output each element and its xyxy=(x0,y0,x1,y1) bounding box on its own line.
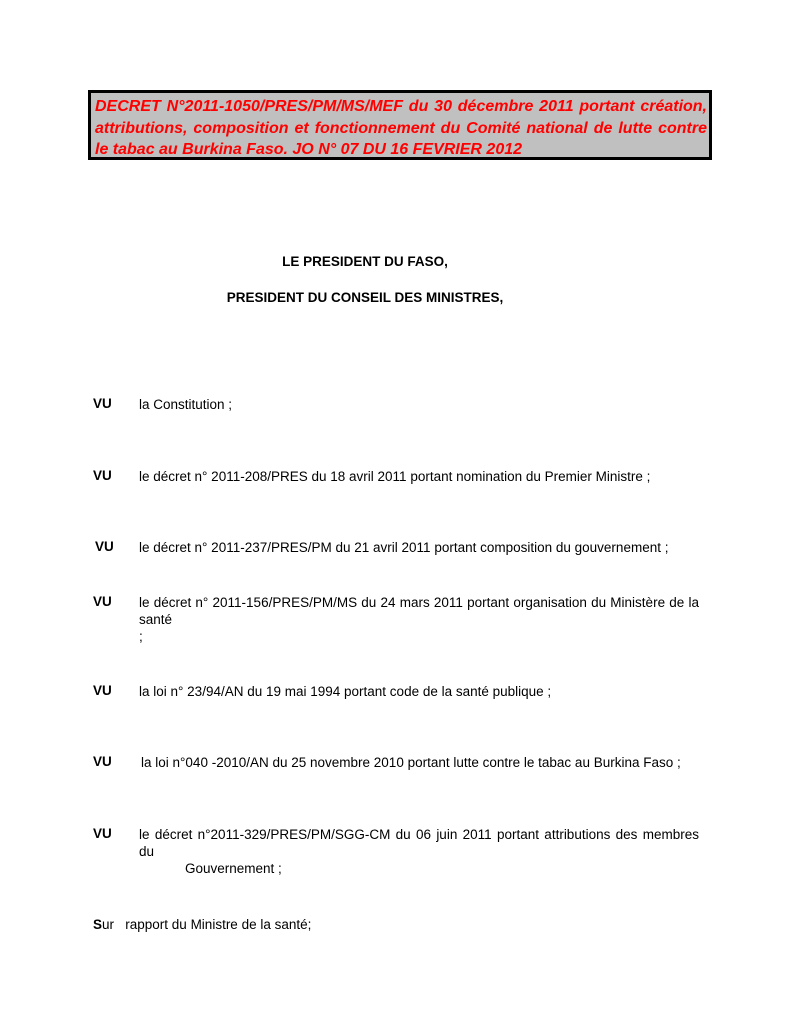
heading-conseil: PRESIDENT DU CONSEIL DES MINISTRES, xyxy=(226,290,504,305)
sur-initial: S xyxy=(93,917,103,932)
visa-code-sante-publique: la loi n° 23/94/AN du 19 mai 1994 portant code de la santé publique ; xyxy=(139,684,552,699)
heading-president: LE PRESIDENT DU FASO, xyxy=(282,254,448,269)
visa-continuation: Gouvernement ; xyxy=(185,861,282,876)
visa-attributions-membres-gouvernement xyxy=(139,826,699,877)
visa-continuation: ; xyxy=(139,629,143,644)
vu-label: VU xyxy=(93,683,112,698)
decree-title-box xyxy=(88,90,712,160)
visa-organisation-ministere-sante xyxy=(139,594,699,645)
sur-rest: ur rapport du Ministre de la santé; xyxy=(102,917,312,932)
visa-line: le décret n° 2011-156/PRES/PM/MS du 24 mars 2011 portant organisation du Ministère de la santé xyxy=(139,595,699,627)
visa-nomination-premier-ministre: le décret n° 2011-208/PRES du 18 avril 2011 portant nomination du Premier Ministre ; xyxy=(139,469,651,484)
visa-constitution: la Constitution ; xyxy=(139,397,233,412)
visa-loi-tabac: la loi n°040 -2010/AN du 25 novembre 2010 portant lutte contre le tabac au Burkina Faso ; xyxy=(141,755,681,770)
vu-label: VU xyxy=(93,468,112,483)
decree-title: DECRET N°2011-1050/PRES/PM/MS/MEF du 30 décembre 2011 portant création, attributions, composition et fonctionnement du Comité national de lutte contre le tabac au Burkina Faso. JO N° 07 DU 16 FEVRIER 2012 xyxy=(95,98,707,158)
visa-composition-gouvernement: le décret n° 2011-237/PRES/PM du 21 avril 2011 portant composition du gouvernement ; xyxy=(139,540,669,555)
visa-line: le décret n°2011-329/PRES/PM/SGG-CM du 06 juin 2011 portant attributions des membres du xyxy=(139,827,699,859)
vu-label: VU xyxy=(95,539,114,554)
vu-label: VU xyxy=(93,754,112,769)
sur-rapport xyxy=(93,917,311,932)
vu-label: VU xyxy=(93,826,112,841)
vu-label: VU xyxy=(93,594,112,609)
vu-label: VU xyxy=(93,396,112,411)
